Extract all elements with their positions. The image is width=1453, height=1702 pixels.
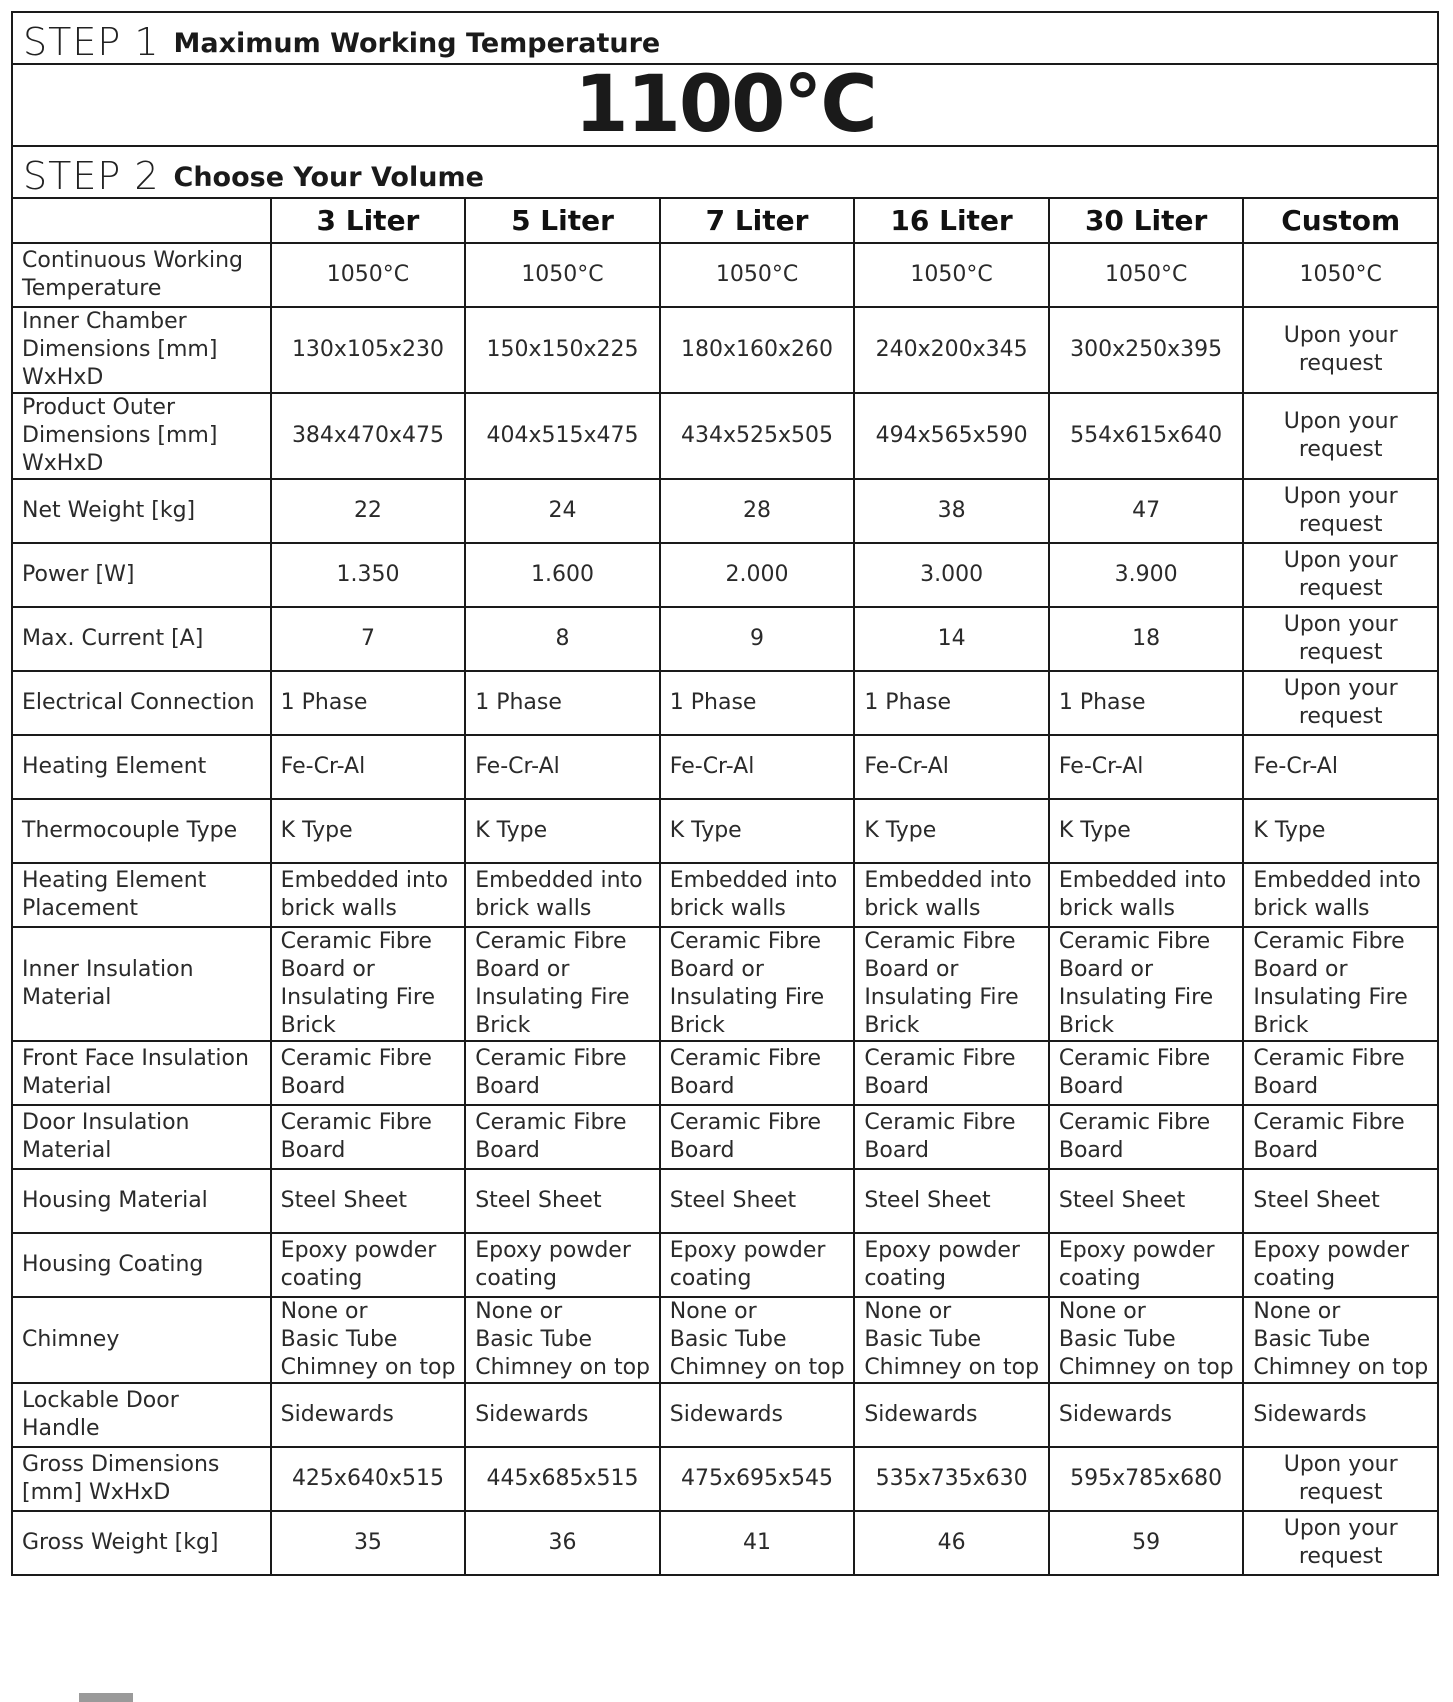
table-cell: Epoxy powder coating [660,1233,855,1297]
table-cell: 475x695x545 [660,1447,855,1511]
table-row [12,479,1438,543]
table-row [12,543,1438,607]
table-cell: Sidewards [271,1383,466,1447]
step1-number: STEP 1 [23,20,160,64]
table-cell: 22 [271,479,466,543]
table-cell: Ceramic Fibre Board or Insulating Fire Brick [854,927,1049,1041]
table-cell: Fe-Cr-Al [1243,735,1438,799]
table-cell: 3.900 [1049,543,1244,607]
row-label: Gross Dimensions [mm] WxHxD [12,1447,271,1511]
table-cell: 1 Phase [271,671,466,735]
table-cell: Ceramic Fibre Board [1243,1105,1438,1169]
step1-title: Maximum Working Temperature [173,28,661,59]
row-label: Front Face Insulation Material [12,1041,271,1105]
table-cell: K Type [854,799,1049,863]
header-corner-cell [12,198,271,243]
table-cell: 41 [660,1511,855,1575]
table-cell: 18 [1049,607,1244,671]
table-cell: Upon your request [1243,1511,1438,1575]
table-cell: 595x785x680 [1049,1447,1244,1511]
table-cell: Ceramic Fibre Board [1243,1041,1438,1105]
step1-header [11,11,1439,63]
table-cell: Fe-Cr-Al [465,735,660,799]
table-row [12,1447,1438,1511]
table-row [12,1383,1438,1447]
column-header: 30 Liter [1049,198,1244,243]
table-cell: 1050°C [854,243,1049,307]
row-label: Max. Current [A] [12,607,271,671]
table-cell: K Type [1243,799,1438,863]
table-cell: Ceramic Fibre Board or Insulating Fire Brick [1243,927,1438,1041]
table-cell: 1 Phase [1049,671,1244,735]
spec-table [11,197,1439,1576]
table-row [12,927,1438,1041]
table-cell: Upon your request [1243,671,1438,735]
table-cell: 1 Phase [854,671,1049,735]
table-row [12,1297,1438,1383]
table-cell: 535x735x630 [854,1447,1049,1511]
column-header: 3 Liter [271,198,466,243]
table-cell: Epoxy powder coating [271,1233,466,1297]
column-header: Custom [1243,198,1438,243]
row-label: Inner Chamber Dimensions [mm] WxHxD [12,307,271,393]
table-cell: Ceramic Fibre Board [854,1041,1049,1105]
step2-title: Choose Your Volume [173,162,484,193]
table-cell: 36 [465,1511,660,1575]
table-cell: Upon your request [1243,1447,1438,1511]
table-cell: 14 [854,607,1049,671]
table-cell: Embedded into brick walls [660,863,855,927]
table-cell: 425x640x515 [271,1447,466,1511]
table-row [12,393,1438,479]
step2-header [11,145,1439,197]
table-cell: K Type [660,799,855,863]
table-cell: Epoxy powder coating [1049,1233,1244,1297]
table-cell: 1 Phase [465,671,660,735]
row-label: Net Weight [kg] [12,479,271,543]
table-cell: Embedded into brick walls [465,863,660,927]
table-cell: None or Basic Tube Chimney on top [1049,1297,1244,1383]
spec-sheet [11,11,1439,1576]
table-cell: 130x105x230 [271,307,466,393]
table-cell: Sidewards [660,1383,855,1447]
table-cell: 38 [854,479,1049,543]
table-cell: Ceramic Fibre Board [1049,1041,1244,1105]
column-header: 16 Liter [854,198,1049,243]
table-cell: Ceramic Fibre Board [660,1105,855,1169]
table-row [12,671,1438,735]
table-row [12,735,1438,799]
table-cell: 240x200x345 [854,307,1049,393]
table-row [12,1169,1438,1233]
table-row [12,243,1438,307]
table-cell: Upon your request [1243,307,1438,393]
table-cell: 2.000 [660,543,855,607]
table-cell: Ceramic Fibre Board [271,1041,466,1105]
table-cell: 1050°C [465,243,660,307]
table-cell: None or Basic Tube Chimney on top [1243,1297,1438,1383]
row-label: Power [W] [12,543,271,607]
max-temperature-banner [11,60,1439,150]
table-cell: K Type [271,799,466,863]
table-cell: Ceramic Fibre Board [1049,1105,1244,1169]
table-cell: 300x250x395 [1049,307,1244,393]
table-cell: Steel Sheet [854,1169,1049,1233]
row-label: Chimney [12,1297,271,1383]
table-cell: Steel Sheet [1243,1169,1438,1233]
table-row [12,1041,1438,1105]
table-cell: 1 Phase [660,671,855,735]
table-cell: Upon your request [1243,393,1438,479]
volume-header-row [12,198,1438,243]
row-label: Door Insulation Material [12,1105,271,1169]
column-header: 7 Liter [660,198,855,243]
table-cell: Steel Sheet [465,1169,660,1233]
table-cell: Embedded into brick walls [854,863,1049,927]
table-cell: 46 [854,1511,1049,1575]
table-cell: 35 [271,1511,466,1575]
table-cell: Steel Sheet [660,1169,855,1233]
table-cell: 7 [271,607,466,671]
table-cell: 1050°C [1243,243,1438,307]
table-cell: None or Basic Tube Chimney on top [854,1297,1049,1383]
table-row [12,1511,1438,1575]
table-cell: Ceramic Fibre Board or Insulating Fire Brick [660,927,855,1041]
row-label: Electrical Connection [12,671,271,735]
table-cell: Epoxy powder coating [465,1233,660,1297]
row-label: Thermocouple Type [12,799,271,863]
table-cell: None or Basic Tube Chimney on top [271,1297,466,1383]
table-cell: Embedded into brick walls [1243,863,1438,927]
row-label: Heating Element [12,735,271,799]
table-cell: 494x565x590 [854,393,1049,479]
table-cell: Sidewards [1243,1383,1438,1447]
row-label: Housing Material [12,1169,271,1233]
table-cell: 8 [465,607,660,671]
table-cell: Sidewards [854,1383,1049,1447]
table-cell: 434x525x505 [660,393,855,479]
table-cell: 1.600 [465,543,660,607]
table-cell: Fe-Cr-Al [1049,735,1244,799]
table-cell: 150x150x225 [465,307,660,393]
table-cell: Ceramic Fibre Board [854,1105,1049,1169]
table-cell: 180x160x260 [660,307,855,393]
table-cell: Upon your request [1243,479,1438,543]
table-cell: Embedded into brick walls [1049,863,1244,927]
table-row [12,863,1438,927]
table-cell: 445x685x515 [465,1447,660,1511]
table-cell: 47 [1049,479,1244,543]
table-cell: Fe-Cr-Al [660,735,855,799]
table-cell: 9 [660,607,855,671]
table-cell: Ceramic Fibre Board or Insulating Fire Brick [465,927,660,1041]
table-cell: 1050°C [1049,243,1244,307]
table-cell: Ceramic Fibre Board [660,1041,855,1105]
row-label: Gross Weight [kg] [12,1511,271,1575]
table-row [12,607,1438,671]
table-cell: Upon your request [1243,543,1438,607]
table-row [12,307,1438,393]
table-cell: 3.000 [854,543,1049,607]
table-cell: Ceramic Fibre Board or Insulating Fire Brick [271,927,466,1041]
table-cell: Epoxy powder coating [1243,1233,1438,1297]
table-cell: Embedded into brick walls [271,863,466,927]
max-temperature-value: 1100°C [574,60,876,150]
row-label: Heating Element Placement [12,863,271,927]
table-cell: Steel Sheet [1049,1169,1244,1233]
row-label: Product Outer Dimensions [mm] WxHxD [12,393,271,479]
step2-number: STEP 2 [23,154,160,198]
page-edge-mark [79,1693,133,1702]
table-cell: Sidewards [465,1383,660,1447]
table-cell: None or Basic Tube Chimney on top [660,1297,855,1383]
table-cell: Fe-Cr-Al [271,735,466,799]
table-cell: K Type [465,799,660,863]
row-label: Continuous Working Temperature [12,243,271,307]
table-cell: 554x615x640 [1049,393,1244,479]
spec-table-body [12,243,1438,1575]
table-cell: None or Basic Tube Chimney on top [465,1297,660,1383]
table-cell: Steel Sheet [271,1169,466,1233]
table-cell: Epoxy powder coating [854,1233,1049,1297]
table-cell: 1050°C [660,243,855,307]
table-cell: Ceramic Fibre Board [465,1041,660,1105]
table-cell: 24 [465,479,660,543]
table-cell: Sidewards [1049,1383,1244,1447]
table-cell: 59 [1049,1511,1244,1575]
table-cell: 404x515x475 [465,393,660,479]
table-row [12,1105,1438,1169]
table-row [12,1233,1438,1297]
table-cell: 384x470x475 [271,393,466,479]
table-cell: Ceramic Fibre Board [465,1105,660,1169]
column-header: 5 Liter [465,198,660,243]
row-label: Inner Insulation Material [12,927,271,1041]
table-cell: 1.350 [271,543,466,607]
row-label: Housing Coating [12,1233,271,1297]
table-cell: 1050°C [271,243,466,307]
table-cell: Ceramic Fibre Board [271,1105,466,1169]
table-cell: Fe-Cr-Al [854,735,1049,799]
table-cell: Upon your request [1243,607,1438,671]
table-cell: Ceramic Fibre Board or Insulating Fire Brick [1049,927,1244,1041]
table-cell: K Type [1049,799,1244,863]
table-row [12,799,1438,863]
table-cell: 28 [660,479,855,543]
row-label: Lockable Door Handle [12,1383,271,1447]
